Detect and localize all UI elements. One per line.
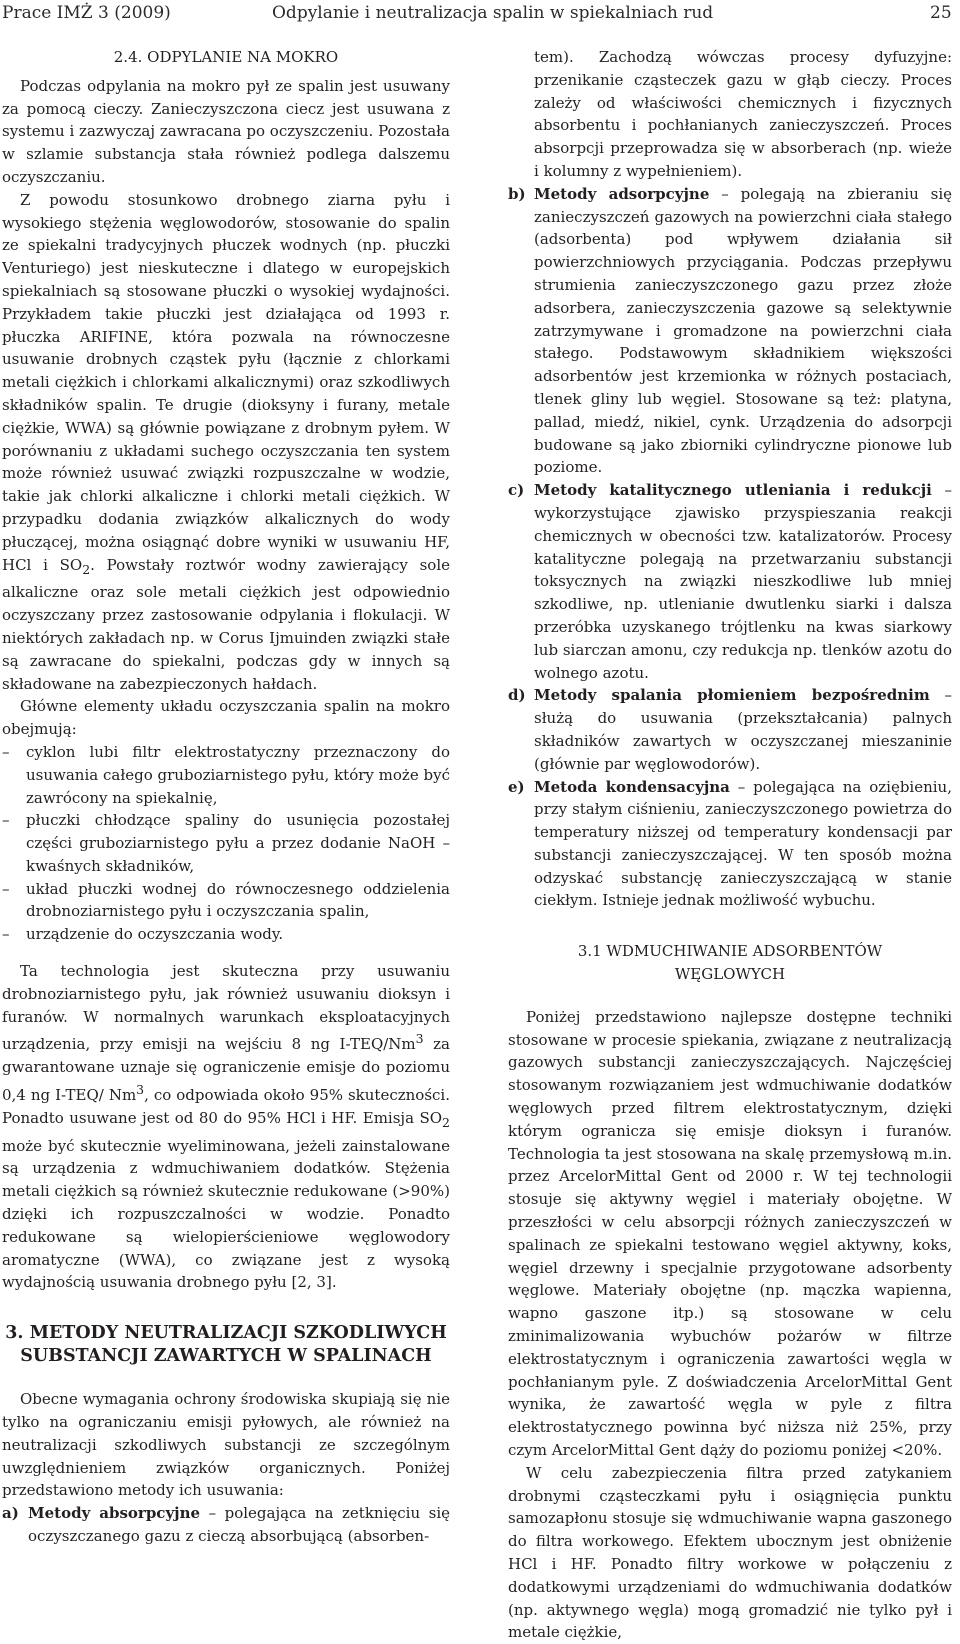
running-header-journal: Prace IMŻ 3 (2009) (2, 3, 171, 23)
left-column (2, 46, 450, 1548)
section-heading-carbon-injection: 3.1 WDMUCHIWANIE ADSORBENTÓW WĘGLOWYCH (577, 942, 883, 984)
list-item: – układ płuczki wodnej do równoczesnego oddzielenia drobnoziarnistego pyłu i oczyszczania spalin, (2, 879, 450, 921)
running-header-title: Odpylanie i neutralizacja spalin w spiekalniach rud (272, 3, 714, 23)
paragraph-elements-intro: Główne elementy układu oczyszczania spalin na mokro obejmują: (2, 697, 450, 739)
list-item: – cyklon lubi filtr elektrostatyczny przeznaczony do usuwania całego gruboziarnistego pyłu, który może być zawrócony na spiekalnię, (2, 742, 450, 807)
paragraph-methods-intro: Obecne wymagania ochrony środowiska skupiają się nie tylko na ograniczaniu emisji pyłowych, ale również na neutralizacji szkodliwych substancji ze szczególnym uwzględnieniem związków organicznych. Poniżej przedstawiono metody ich usuwania: (2, 1390, 450, 1500)
page-number: 25 (930, 3, 952, 23)
method-item-b: b) Metody adsorpcyjne – polegają na zbieraniu się zanieczyszczeń gazowych na powierzchni ciała stałego (adsorbenta) pod wpływem działania sił powierzchniowych przyciągania. Podczas przepływu strumienia zanieczyszczonego gazu przez złoże adsorbera, zanieczyszczenia gazowe są selektywnie zatrzymywane i gromadzone na powierzchni ciała stałego. Podstawowym składnikiem większości adsorbentów jest krzemionka w różnych postaciach, tlenek gliny lub węgiel. Stosowane są też: platyna, pallad, miedź, nikiel, cynk. Urządzenia do adsorpcji budowane są jako zbiorniki cylindryczne pionowe lub poziome. (508, 184, 952, 477)
method-item-d: d) Metody spalania płomieniem bezpośrednim – służą do usuwania (przekształcania) palnych składników zawartych w oczyszczanej mieszaninie (głównie par węglowodorów). (508, 686, 952, 773)
method-item-c: c) Metody katalitycznego utleniania i redukcji – wykorzystujące zjawisko przyspieszania reakcji chemicznych w obecności tzw. katalizatorów. Procesy katalityczne polegają na przetwarzaniu substancji toksycznych na związki nieszkodliwe lub mniej szkodliwe, np. utlenianie dwutlenku siarki i dalsza przeróbka uzyskanego trójtlenku na kwas siarkowy lub siarczan amonu, czy redukcja np. tlenków azotu do wolnego azotu. (508, 481, 952, 682)
paragraph-carbon-injection: Poniżej przedstawiono najlepsze dostępne techniki stosowane w procesie spiekania, związane z neutralizacją gazowych substancji zanieczyszczających. Najczęściej stosowanym rozwiązaniem jest wdmuchiwanie dodatków węglowych przed filtrem elektrostatycznym, dzięki którym ogranicza się emisje dioksyn i furanów. Technologia ta jest stosowana na skalę przemysłową m.in. przez ArcelorMittal Gent od 2000 r. W tej technologii stosuje się aktywny węgiel i materiały obojętne. W przeszłości w celu absorpcji różnych zanieczyszczeń w spalinach ze spiekalni testowano węgiel aktywny, koks, węgiel drzewny i specjalnie przygotowane adsorbenty węglowe. Materiały obojętne (np. mączka wapienna, wapno gaszone itp.) są stosowane w celu zminimalizowania wybuchów pożarów w filtrze elektrostatycznym i ograniczenia zawartości węgla w pochłanianym pyle. Z doświadczenia ArcelorMittal Gent wynika, że zawartość węgla w pyle z filtra elektrostatycznego powinna być niższa niż 25%, przy czym ArcelorMittal Gent dąży do poziomu poniżej <20%. (508, 1007, 952, 1460)
method-item-a-continued: tem). Zachodzą wówczas procesy dyfuzyjne: przenikanie cząsteczek gazu w głąb cieczy. Proces zależy od właściwości chemicznych i fizycznych absorbentu i pochłanianych zanieczyszczeń. Proces absorpcji przeprowadza się w absorberach (np. wieże i kolumny z wypełnieniem). (534, 48, 952, 180)
method-item-e: e) Metoda kondensacyjna – polegająca na oziębieniu, przy stałym ciśnieniu, zanieczyszczonego powietrza do temperatury niższej od temperatury kondensacji par substancji zanieczyszczającej. W ten sposób można odzyskać substancję zanieczyszczającą w stanie ciekłym. Istnieje jednak możliwość wybuchu. (508, 777, 952, 910)
paragraph-arifine: Z powodu stosunkowo drobnego ziarna pyłu i wysokiego stężenia węglowodorów, stosowanie do spalin ze spiekalni tradycyjnych płuczek wodnych (np. płuczki Venturiego) jest nieskuteczne i dlatego w europejskich spiekalniach są stosowane płuczki o wysokiej wydajności. Przykładem takie płuczki jest działająca od 1993 r. płuczka ARIFINE, która pozwala na równoczesne usuwanie drobnych cząstek pyłu (łącznie z chlorkami metali ciężkich i chlorkami alkalicznymi) oraz szkodliwych składników spalin. Te drugie (dioksyny i furany, metale ciężkie, WWA) są głównie powiązane z drobnym pyłem. W porównaniu z układami suchego oczyszczania ten system może również usuwać związki rozpuszczalne w wodzie, takie jak chlorki alkaliczne i chlorki metali ciężkich. W przypadku dodania związków alkalicznych do wody płuczącej, można osiągnąć dobre wyniki w usuwaniu HF, HCl i $SO_2$. Powstały roztwór wodny zawierający sole alkaliczne oraz sole metali ciężkich jest odpowiednio oczyszczany przez zastosowanie odpylania i flokulacji. W niektórych zakładach np. w Corus Ijmuinden związki stałe są zawracane do spiekalni, podczas gdy w innych są składowane na zabezpieczonych hałdach. (2, 190, 451, 693)
paragraph-wet-intro: Podczas odpylania na mokro pył ze spalin jest usuwany za pomocą cieczy. Zanieczyszczona ciecz jest usuwana z systemu i zazwyczaj zawracana po oczyszczeniu. Pozostała w szlamie substancja stała również podlega dalszemu oczyszczaniu. (2, 76, 450, 186)
right-column (508, 46, 952, 1644)
section-heading-wet-dedusting: 2.4. ODPYLANIE NA MOKRO (113, 48, 339, 66)
list-item: – płuczki chłodzące spaliny do usunięcia pozostałej części gruboziarnistego pyłu a przez dodanie NaOH – kwaśnych składników, (2, 811, 450, 875)
paragraph-technology-efficiency: Ta technologia jest skuteczna przy usuwaniu drobnoziarnistego pyłu, jak również usuwaniu dioksyn i furanów. W normalnych warunkach eksploatacyjnych urządzenia, przy emisji na wejściu 8 ng I-TEQ/Nm$^3$ za gwarantowane uznaje się ograniczenie emisje do poziomu 0,4 ng I-TEQ/ Nm$^3$, co odpowiada około 95% skuteczności. Ponadto usuwane jest od 80 do 95% HCl i HF. Emisja $SO_2$ może być skutecznie wyeliminowana, jeżeli zainstalowane są urządzenia z wdmuchiwaniem dodatków. Stężenia metali ciężkich są również skutecznie redukowane (>90%) dzięki ich rozpuszczalności w wodzie. Ponadto redukowane są wielopierścieniowe węglowodory aromatyczne (WWA), co związane jest z wysoką wydajnością usuwania drobnego pyłu [2, 3]. (2, 962, 450, 1292)
method-item-a: a) Metody absorpcyjne – polegająca na zetknięciu się oczyszczanego gazu z cieczą absorbującą (absorben- (2, 1504, 451, 1546)
section-heading-neutralization-methods: 3. METODY NEUTRALIZACJI SZKODLIWYCH SUBSTANCJI ZAWARTYCH W SPALINACH (5, 1323, 447, 1367)
elements-list (2, 741, 450, 946)
paragraph-hydrated-lime: W celu zabezpieczenia filtra przed zatykaniem drobnymi cząsteczkami pyłu i osiągnięcia punktu samozapłonu stosuje się wdmuchiwanie wapna gaszonego do filtra workowego. Efektem ubocznym jest obniżenie HCl i HF. Ponadto filtry workowe w połączeniu z dodatkowymi urządzeniami do wdmuchiwania dodatków (np. aktywnego węgla) mogą gromadzić nie tylko pył i metale ciężkie, (508, 1463, 952, 1642)
list-item: – urządzenie do oczyszczania wody. (2, 925, 284, 944)
